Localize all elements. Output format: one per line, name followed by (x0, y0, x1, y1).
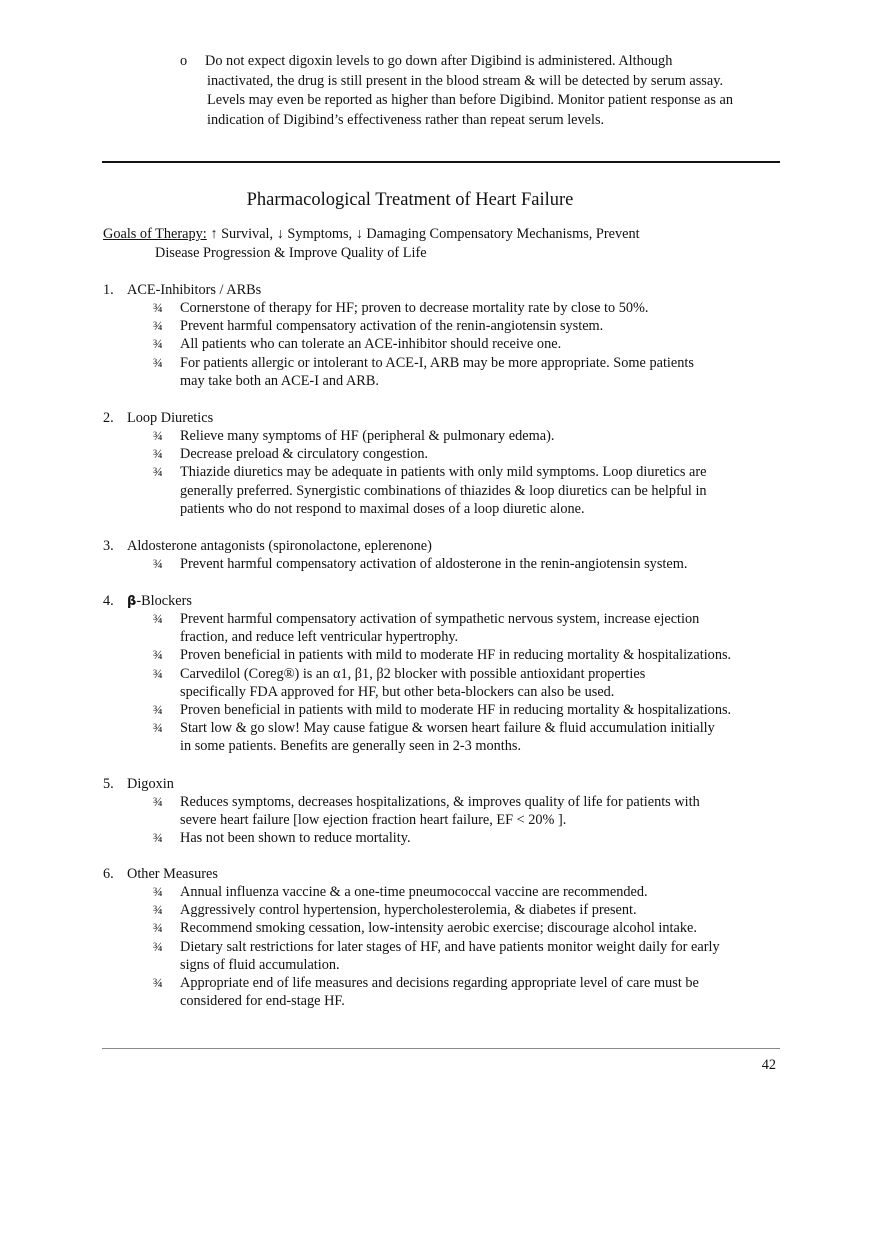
section-heading: Aldosterone antagonists (spironolactone, eplerenone) (127, 538, 432, 554)
list-item: ¾ Decrease preload & circulatory congestion. (153, 446, 429, 463)
bullet-mark: ¾ (153, 938, 163, 954)
bullet-mark: ¾ (153, 336, 163, 352)
bullet-mark: ¾ (153, 902, 163, 918)
bullet-mark: ¾ (153, 702, 163, 718)
section-divider (102, 161, 780, 163)
section-heading: Loop Diuretics (127, 410, 214, 426)
page-number: 42 (761, 1057, 776, 1073)
section-digoxin (103, 775, 803, 848)
list-item: ¾ Reduces symptoms, decreases hospitalizations, & improves quality of life for patients with severe heart failure [low ejection fraction heart failure, EF < 20% ]. (153, 794, 700, 829)
bullet-mark: ¾ (153, 556, 163, 571)
section-loop-diuretics (103, 409, 803, 518)
bullet-mark: ¾ (153, 884, 163, 899)
section-number: 1. (103, 282, 114, 298)
bullet-mark: ¾ (153, 975, 163, 991)
list-item: ¾ Aggressively control hypertension, hypercholesterolemia, & diabetes if present. (153, 902, 637, 919)
bullet-mark: ¾ (153, 665, 163, 681)
page-title: Pharmacological Treatment of Heart Failure (246, 190, 574, 210)
section-ace-inhibitors (103, 281, 803, 390)
list-item: ¾ All patients who can tolerate an ACE-inhibitor should receive one. (153, 336, 562, 353)
bullet-mark: ¾ (153, 830, 163, 846)
section-number: 3. (103, 538, 114, 554)
bullet-mark: ¾ (153, 920, 163, 936)
goals-of-therapy (103, 225, 723, 263)
note-text: Do not expect digoxin levels to go down after Digibind is administered. Although inactivated, the drug is still present in the blood stream & will be detected by serum assay. Levels may even be reported as higher than before Digibind. Monitor patient response as an indication of Digibind’s effectiveness rather than repeat serum levels. (205, 53, 734, 128)
list-item: ¾ Appropriate end of life measures and decisions regarding appropriate level of care must be considered for end-stage HF. (153, 975, 699, 1010)
section-heading: ACE-Inhibitors / ARBs (127, 282, 262, 298)
section-heading: Digoxin (127, 776, 174, 792)
section-number: 5. (103, 776, 114, 792)
section-heading: -Blockers (136, 593, 192, 609)
list-item: ¾ Carvedilol (Coreg®) is an α1, β1, β2 blocker with possible antioxidant properties specifically FDA approved for HF, but other beta-blockers can also be used. (153, 665, 646, 700)
goals-label: Goals of Therapy: (103, 226, 207, 242)
bullet-mark: ¾ (153, 611, 163, 626)
list-item: ¾ Cornerstone of therapy for HF; proven to decrease mortality rate by close to 50%. (153, 300, 649, 316)
section-aldosterone-antagonists (103, 537, 803, 573)
bullet-mark: ¾ (153, 464, 163, 480)
goals-line-1: ↑ Survival, ↓ Symptoms, ↓ Damaging Compensatory Mechanisms, Prevent (206, 226, 640, 242)
list-item: ¾ Start low & go slow! May cause fatigue & worsen heart failure & fluid accumulation initially in some patients. Benefits are generally seen in 2-3 months. (153, 720, 715, 755)
section-heading: Other Measures (127, 866, 218, 882)
goals-line-2: Disease Progression & Improve Quality of Life (155, 245, 427, 261)
digibind-note (180, 52, 740, 130)
list-item: ¾ Dietary salt restrictions for later stages of HF, and have patients monitor weight daily for early signs of fluid accumulation. (153, 938, 720, 973)
section-number: 4. (103, 593, 114, 609)
beta-symbol: β (127, 594, 137, 609)
bullet-mark: ¾ (153, 428, 163, 443)
bullet-mark: ¾ (153, 354, 163, 370)
section-number: 2. (103, 410, 114, 426)
bullet-mark: ¾ (153, 300, 163, 315)
list-item: ¾ Prevent harmful compensatory activation of the renin-angiotensin system. (153, 318, 604, 335)
list-item: ¾ For patients allergic or intolerant to ACE-I, ARB may be more appropriate. Some patients may take both an ACE-I and ARB. (153, 354, 694, 389)
section-other-measures (103, 865, 803, 1010)
bullet-mark: ¾ (153, 720, 163, 736)
list-item: ¾ Annual influenza vaccine & a one-time pneumococcal vaccine are recommended. (153, 884, 648, 900)
bullet-mark: ¾ (153, 446, 163, 462)
bullet-mark: ¾ (153, 318, 163, 334)
list-item: ¾ Relieve many symptoms of HF (peripheral & pulmonary edema). (153, 428, 555, 444)
list-item: ¾ Proven beneficial in patients with mild to moderate HF in reducing mortality & hospitalizations. (153, 647, 732, 664)
list-item: ¾ Has not been shown to reduce mortality. (153, 830, 411, 847)
list-item: ¾ Prevent harmful compensatory activation of aldosterone in the renin-angiotensin system. (153, 556, 688, 572)
list-item: ¾ Proven beneficial in patients with mild to moderate HF in reducing mortality & hospitalizations. (153, 702, 732, 719)
bullet-mark: ¾ (153, 794, 163, 809)
list-item: ¾ Thiazide diuretics may be adequate in patients with only mild symptoms. Loop diuretics are generally preferred. Synergistic combinations of thiazides & loop diuretics can be helpful in patients who do not respond to maximal doses of a loop diuretic alone. (153, 464, 707, 517)
list-item: ¾ Prevent harmful compensatory activation of sympathetic nervous system, increase ejection fraction, and reduce left ventricular hypertrophy. (153, 611, 700, 646)
list-item: ¾ Recommend smoking cessation, low-intensity aerobic exercise; discourage alcohol intake. (153, 920, 697, 937)
section-beta-blockers (103, 592, 803, 756)
footer-divider (102, 1048, 780, 1049)
bullet-mark: ¾ (153, 647, 163, 663)
note-bullet: o (180, 53, 188, 69)
section-number: 6. (103, 866, 114, 882)
